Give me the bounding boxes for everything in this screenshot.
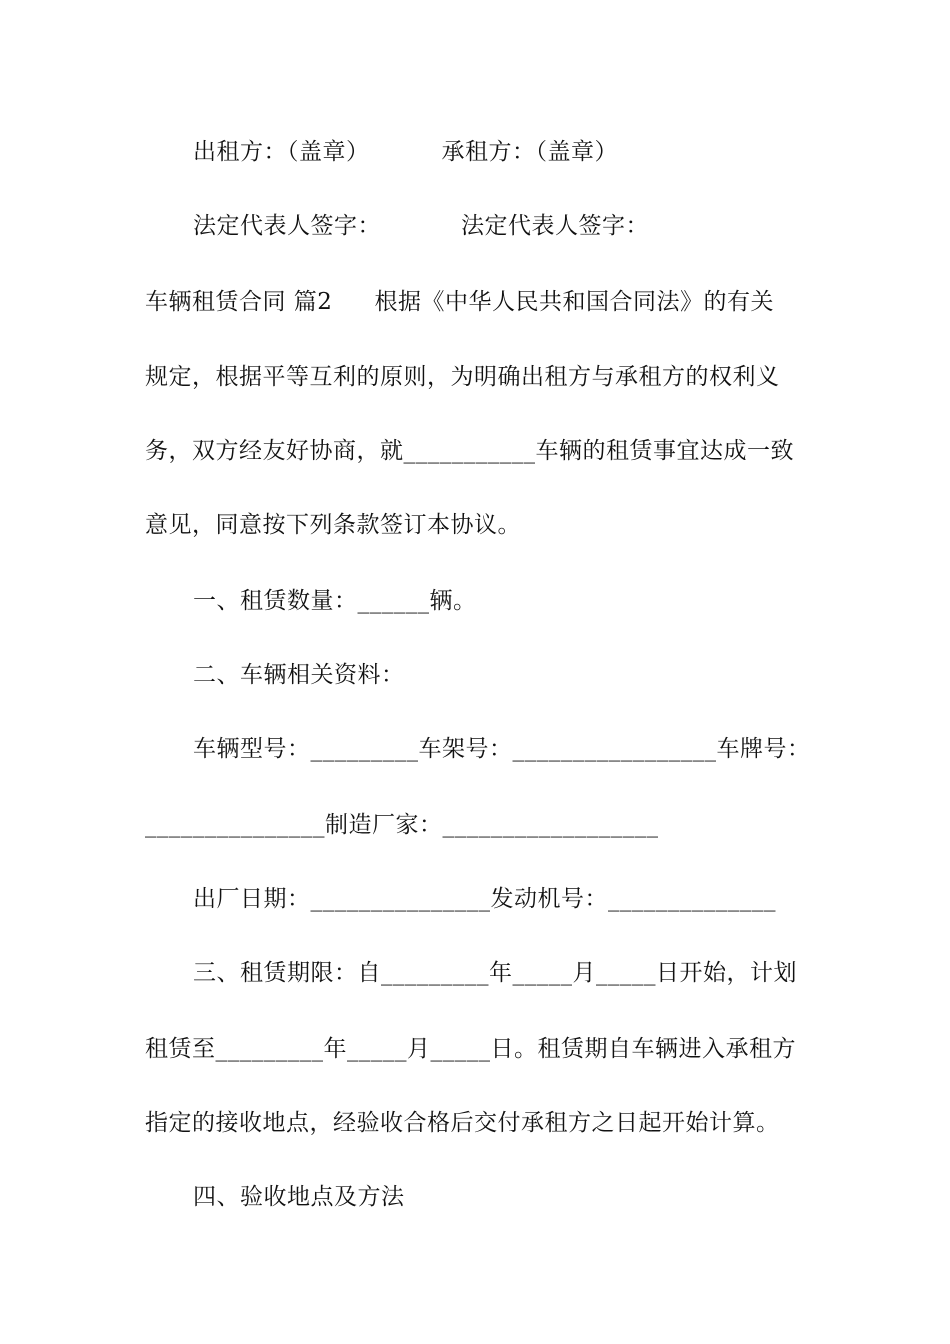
clause-3-line-1: 三、租赁期限：自_________年_____月_____日开始，计划 — [193, 960, 797, 986]
representative-line — [193, 211, 649, 241]
intro-text-4: 意见，同意按下列条款签订本协议。 — [145, 512, 521, 538]
lessor-representative: 法定代表人签字： — [193, 213, 381, 239]
contract-heading-line — [145, 287, 774, 317]
clause-2-title: 二、车辆相关资料： — [193, 662, 405, 688]
clause-3-line-3: 指定的接收地点，经验收合格后交付承租方之日起开始计算。 — [145, 1110, 780, 1136]
clause-4-title: 四、验收地点及方法 — [193, 1184, 405, 1210]
clause-2-vehicle-info: 车辆型号：_________车架号：_________________车牌号： — [193, 736, 811, 762]
lessee-representative: 法定代表人签字： — [461, 213, 649, 239]
seal-line — [193, 137, 618, 167]
lessor-seal: 出租方：（盖章） — [193, 139, 370, 165]
clause-2-manufacturer: _______________制造厂家：__________________ — [145, 812, 659, 838]
clause-1: 一、租赁数量：______辆。 — [193, 588, 477, 614]
lessee-seal: 承租方：（盖章） — [441, 139, 618, 165]
contract-title: 车辆租赁合同 篇2 — [145, 289, 333, 315]
intro-text-2: 规定，根据平等互利的原则，为明确出租方与承租方的权利义 — [145, 364, 780, 390]
clause-2-production-date: 出厂日期：_______________发动机号：______________ — [193, 886, 776, 912]
clause-3-line-2: 租赁至_________年_____月_____日。租赁期自车辆进入承租方 — [145, 1036, 796, 1062]
intro-text-3: 务，双方经友好协商，就___________车辆的租赁事宜达成一致 — [145, 438, 794, 464]
intro-text-1: 根据《中华人民共和国合同法》的有关 — [374, 289, 774, 315]
